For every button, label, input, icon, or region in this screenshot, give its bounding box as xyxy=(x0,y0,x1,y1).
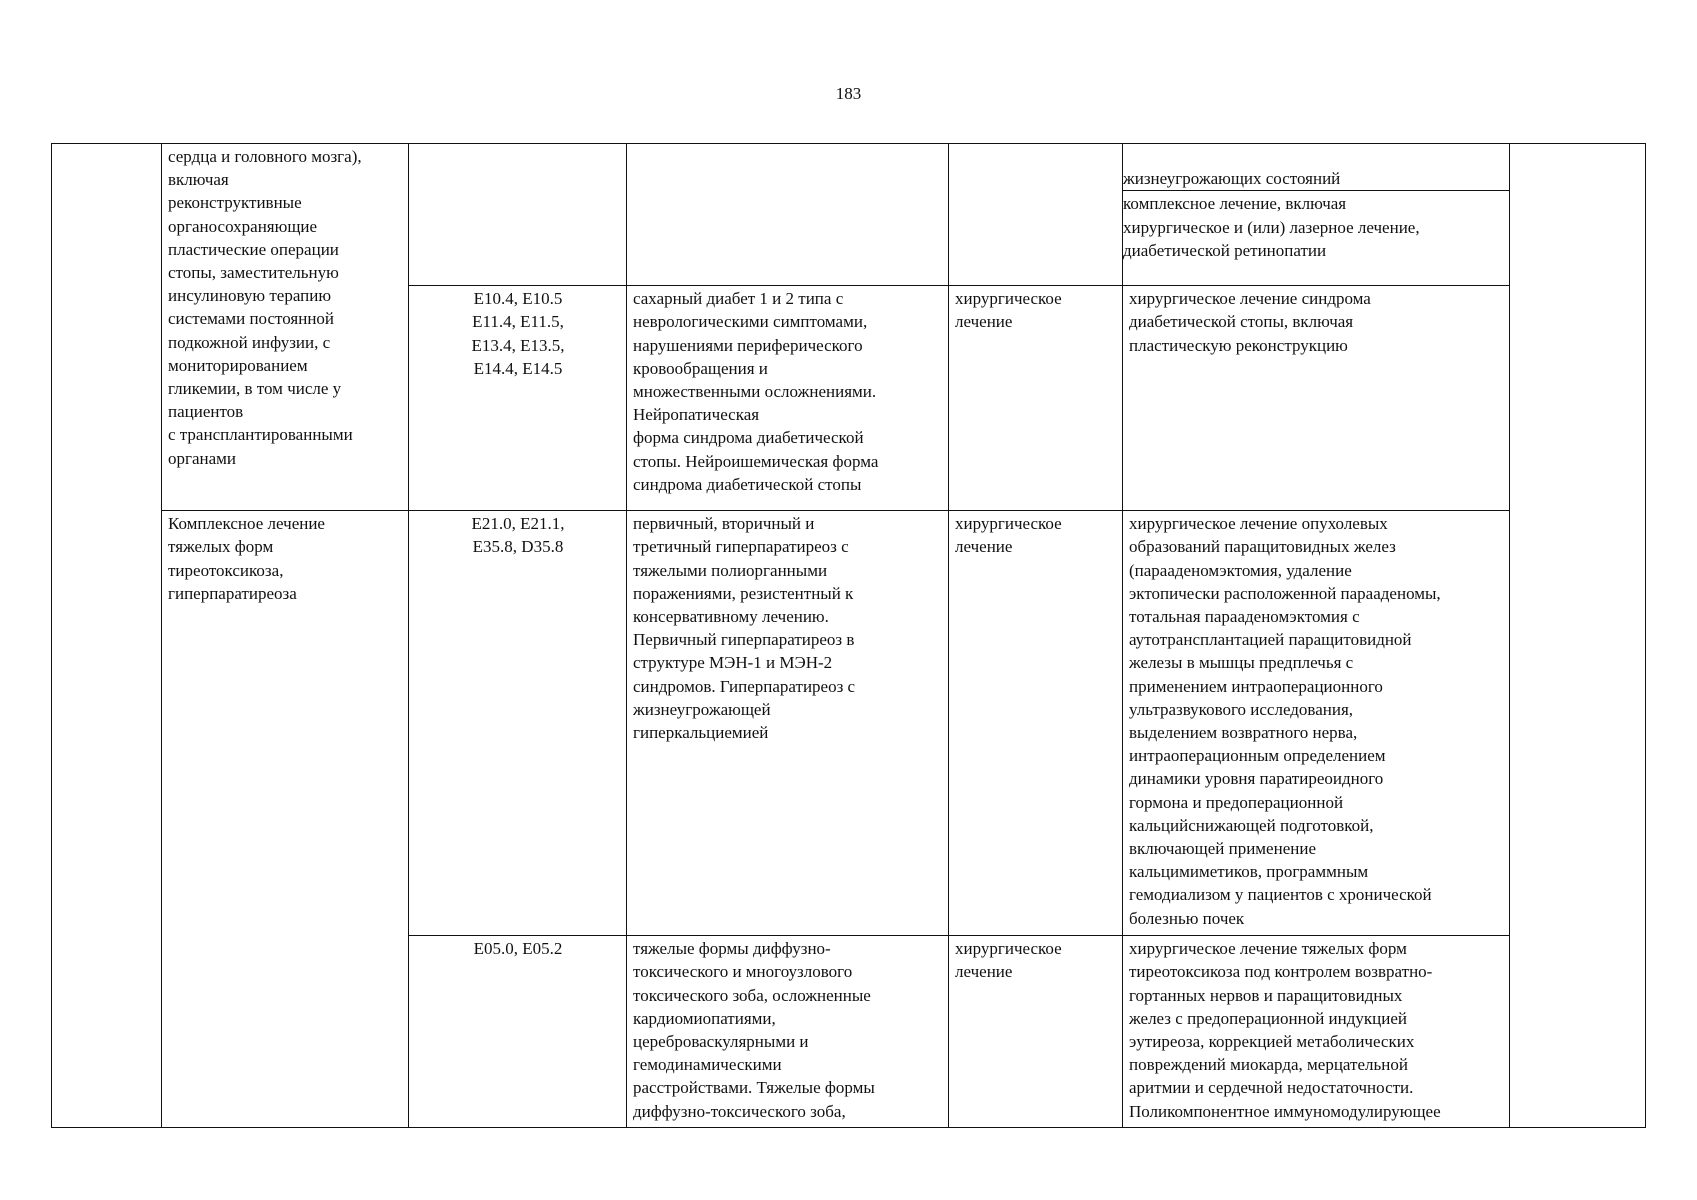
treatment-type-cell: хирургическое лечение xyxy=(949,936,1123,1128)
diagnosis-codes-cell xyxy=(409,144,627,286)
table-row xyxy=(52,144,1646,286)
patient-model-cell: сахарный диабет 1 и 2 типа с неврологическими симптомами, нарушениями периферического кровообращения и множественными осложнениями. Нейропатическая форма синдрома диабетической стопы. Нейроишемическая форма синдрома диабетической стопы xyxy=(627,286,949,511)
treatment-table xyxy=(51,143,1646,1128)
diagnosis-codes-cell: E10.4, E10.5 E11.4, E11.5, E13.4, E13.5, E14.4, E14.5 xyxy=(409,286,627,511)
diagnosis-codes-cell: E05.0, E05.2 xyxy=(409,936,627,1128)
group-name-cell: Комплексное лечение тяжелых форм тиреотоксикоза, гиперпаратиреоза xyxy=(162,511,409,1128)
patient-model-cell: первичный, вторичный и третичный гиперпаратиреоз с тяжелыми полиорганными поражениями, резистентный к консервативному лечению. Первичный гиперпаратиреоз в структуре МЭН-1 и МЭН-2 синдромов. Гиперпаратиреоз с жизнеугрожающей гиперкальциемией xyxy=(627,511,949,936)
treatment-type-cell: хирургическое лечение xyxy=(949,286,1123,511)
diagnosis-codes-cell: E21.0, E21.1, E35.8, D35.8 xyxy=(409,511,627,936)
group-name-cell: сердца и головного мозга), включая реконструктивные органосохраняющие пластические операции стопы, заместительную инсулиновую терапию системами постоянной подкожной инфузии, с мониторированием гликемии, в том числе у пациентов с трансплантированными органами xyxy=(162,144,409,511)
patient-model-cell: тяжелые формы диффузно- токсического и многоузлового токсического зоба, осложненные кардиомиопатиями, цереброваскулярными и гемодинамическими расстройствами. Тяжелые формы диффузно-токсического зоба, xyxy=(627,936,949,1128)
treatment-method-cell xyxy=(1123,144,1510,286)
method-text: комплексное лечение, включая хирургическое и (или) лазерное лечение, диабетической ретинопатии xyxy=(1123,191,1510,262)
page-number: 183 xyxy=(835,84,862,103)
patient-model-cell xyxy=(627,144,949,286)
method-subtable xyxy=(1123,166,1510,262)
method-subrow xyxy=(1123,191,1510,262)
cost-cell xyxy=(1510,144,1646,1128)
treatment-method-cell: хирургическое лечение тяжелых форм тиреотоксикоза под контролем возвратно- гортанных нервов и паращитовидных желез с предоперационной индукцией эутиреоза, коррекцией метаболических повреждений миокарда, мерцательной аритмии и сердечной недостаточности. Поликомпонентное иммуномодулирующее xyxy=(1123,936,1510,1128)
method-subrow xyxy=(1123,166,1510,191)
section-number-cell xyxy=(52,144,162,1128)
treatment-method-cell: хирургическое лечение синдрома диабетической стопы, включая пластическую реконструкцию xyxy=(1123,286,1510,511)
treatment-type-cell: хирургическое лечение xyxy=(949,511,1123,936)
treatment-type-cell xyxy=(949,144,1123,286)
method-text: жизнеугрожающих состояний xyxy=(1123,169,1341,189)
table-row xyxy=(52,511,1646,936)
treatment-method-cell: хирургическое лечение опухолевых образований паращитовидных желез (парааденомэктомия, удаление эктопически расположенной парааденомы, тотальная парааденомэктомия с аутотрансплантацией паращитовидной железы в мышцы предплечья с применением интраоперационного ультразвукового исследования, выделением возвратного нерва, интраоперационным определением динамики уровня паратиреоидного гормона и предоперационной кальцийснижающей подготовкой, включающей применение кальцимиметиков, программным гемодиализом у пациентов с хронической болезнью почек xyxy=(1123,511,1510,936)
